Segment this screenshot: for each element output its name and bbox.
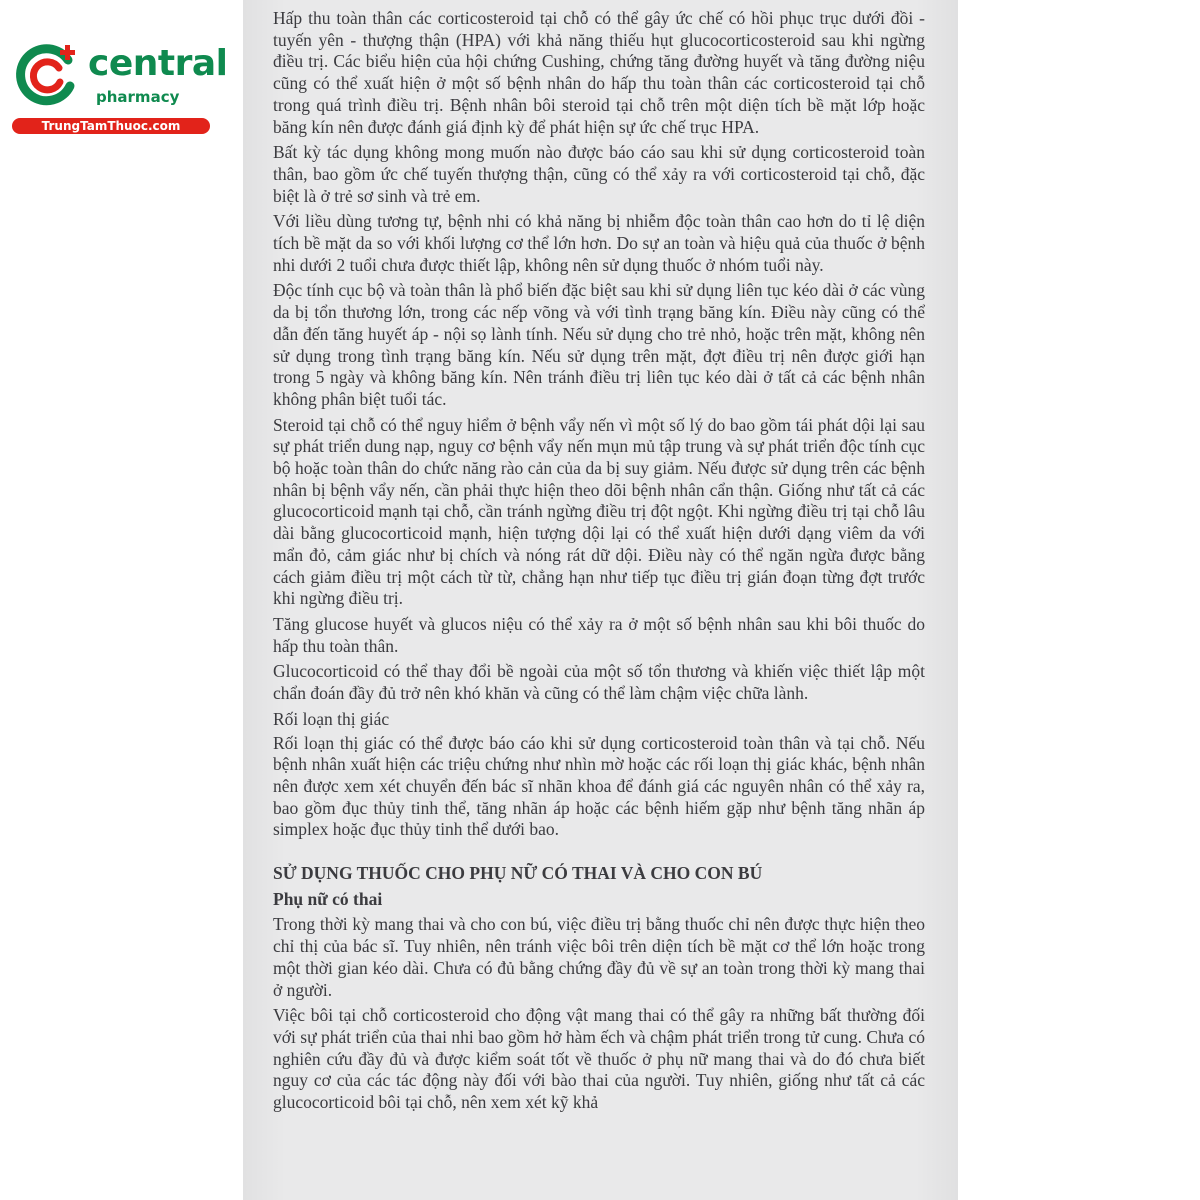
- paragraph: Glucocorticoid có thể thay đổi bề ngoài của một số tổn thương và khiến việc thiết lập một chẩn đoán đầy đủ trở nên khó khăn và cũng có thể làm chậm việc chữa lành.: [273, 661, 925, 704]
- brand-website-badge: TrungTamThuoc.com: [12, 118, 210, 134]
- visual-disturbance-heading: Rối loạn thị giác: [273, 708, 390, 729]
- section-title: SỬ DỤNG THUỐC CHO PHỤ NỮ CÓ THAI VÀ CHO CON BÚ: [273, 863, 763, 884]
- paragraph: Với liều dùng tương tự, bệnh nhi có khả năng bị nhiễm độc toàn thân cao hơn do tỉ lệ diện tích bề mặt da so với khối lượng cơ thể lớn hơn. Do sự an toàn và hiệu quả của thuốc ở bệnh nhi dưới 2 tuổi chưa được thiết lập, không nên sử dụng thuốc ở nhóm tuổi này.: [273, 211, 925, 275]
- brand-subtitle: pharmacy: [96, 88, 180, 106]
- paragraph: Hấp thu toàn thân các corticosteroid tại chỗ có thể gây ức chế có hồi phục trục dưới đồi - tuyến yên - thượng thận (HPA) với khả năng thiếu hụt glucocorticosteroid sau khi ngừng điều trị. Các biểu hiện của hội chứng Cushing, chứng tăng đường huyết và tăng đường niệu cũng có thể xuất hiện ở một số bệnh nhân do hấp thu toàn thân các corticosteroid tại chỗ trong quá trình điều trị. Bệnh nhân bôi steroid tại chỗ trên một diện tích bề mặt lớp hoặc băng kín nên được đánh giá định kỳ để phát hiện sự ức chế trục HPA.: [273, 8, 925, 137]
- brand-name: central: [88, 43, 228, 84]
- paragraph: Steroid tại chỗ có thể nguy hiểm ở bệnh vẩy nến vì một số lý do bao gồm tái phát dội lại sau sự phát triển dung nạp, nguy cơ bệnh vẩy nến mụn mủ tập trung và sự phát triển độc tính cục bộ hoặc toàn thân do chức năng rào cản của da bị suy giảm. Nếu được sử dụng trên các bệnh nhân bị bệnh vẩy nến, cần phải thực hiện theo dõi bệnh nhân cẩn thận. Giống như tất cả các glucocorticoid mạnh tại chỗ, cần tránh ngừng điều trị đột ngột. Khi ngừng điều trị tại chỗ lâu dài bằng glucocorticoid mạnh, hiện tượng dội lại có thể xuất hiện dưới dạng viêm da với mẩn đỏ, cảm giác như bị chích và nóng rát dữ dội. Điều này có thể ngăn ngừa được bằng cách giảm điều trị một cách từ từ, chẳng hạn như tiếp tục điều trị gián đoạn từng đợt trước khi ngừng điều trị.: [273, 414, 925, 609]
- paragraph: Trong thời kỳ mang thai và cho con bú, việc điều trị bằng thuốc chỉ nên được thực hiện theo chỉ thị của bác sĩ. Tuy nhiên, nên tránh việc bôi trên diện tích bề mặt cơ thể lớn hoặc trong một thời gian kéo dài. Chưa có đủ bằng chứng đầy đủ về sự an toàn trong thời kỳ mang thai ở người.: [273, 914, 925, 1000]
- document-content: [273, 8, 925, 1118]
- document-page: [243, 0, 958, 1200]
- paragraph: Rối loạn thị giác có thể được báo cáo khi sử dụng corticosteroid toàn thân và tại chỗ. Nếu bệnh nhân xuất hiện các triệu chứng như nhìn mờ hoặc các rối loạn thị giác khác, bệnh nhân nên được xem xét chuyển đến bác sĩ nhãn khoa để đánh giá các nguyên nhân có thể xảy ra, bao gồm đục thủy tinh thể, tăng nhãn áp hoặc các bệnh hiếm gặp như bệnh tăng nhãn áp simplex hoặc đục thủy tinh thể dưới bao.: [273, 732, 925, 840]
- paragraph: Tăng glucose huyết và glucos niệu có thể xảy ra ở một số bệnh nhân sau khi bôi thuốc do hấp thu toàn thân.: [273, 613, 925, 656]
- brand-logo: [10, 36, 228, 136]
- paragraph: Bất kỳ tác dụng không mong muốn nào được báo cáo sau khi sử dụng corticosteroid toàn thân, bao gồm ức chế tuyến thượng thận, cũng có thể xảy ra với corticosteroid tại chỗ, đặc biệt là ở trẻ sơ sinh và trẻ em.: [273, 142, 925, 206]
- paragraph: Độc tính cục bộ và toàn thân là phổ biến đặc biệt sau khi sử dụng liên tục kéo dài ở các vùng da bị tổn thương lớn, trong các nếp võng và với tình trạng băng kín. Điều này cũng có thể dẫn đến tăng huyết áp - nội sọ lành tính. Nếu sử dụng cho trẻ nhỏ, hoặc trên mặt, không nên sử dụng trong tình trạng băng kín. Nếu sử dụng trên mặt, đợt điều trị nên được giới hạn trong 5 ngày và không băng kín. Nên tránh điều trị liên tục kéo dài ở tất cả các bệnh nhân không phân biệt tuổi tác.: [273, 280, 925, 409]
- central-pharmacy-logo-icon: [12, 38, 84, 110]
- pregnant-women-subtitle: Phụ nữ có thai: [273, 888, 383, 909]
- paragraph: Việc bôi tại chỗ corticosteroid cho động vật mang thai có thể gây ra những bất thường đối với sự phát triển của thai nhi bao gồm hở hàm ếch và chậm phát triển trong tử cung. Chưa có nghiên cứu đầy đủ và được kiểm soát tốt về thuốc ở phụ nữ mang thai và do đó chưa biết nguy cơ của các tác động này đối với bào thai của người. Tuy nhiên, giống như tất cả các glucocorticoid bôi tại chỗ, nên xem xét kỹ khả: [273, 1005, 925, 1113]
